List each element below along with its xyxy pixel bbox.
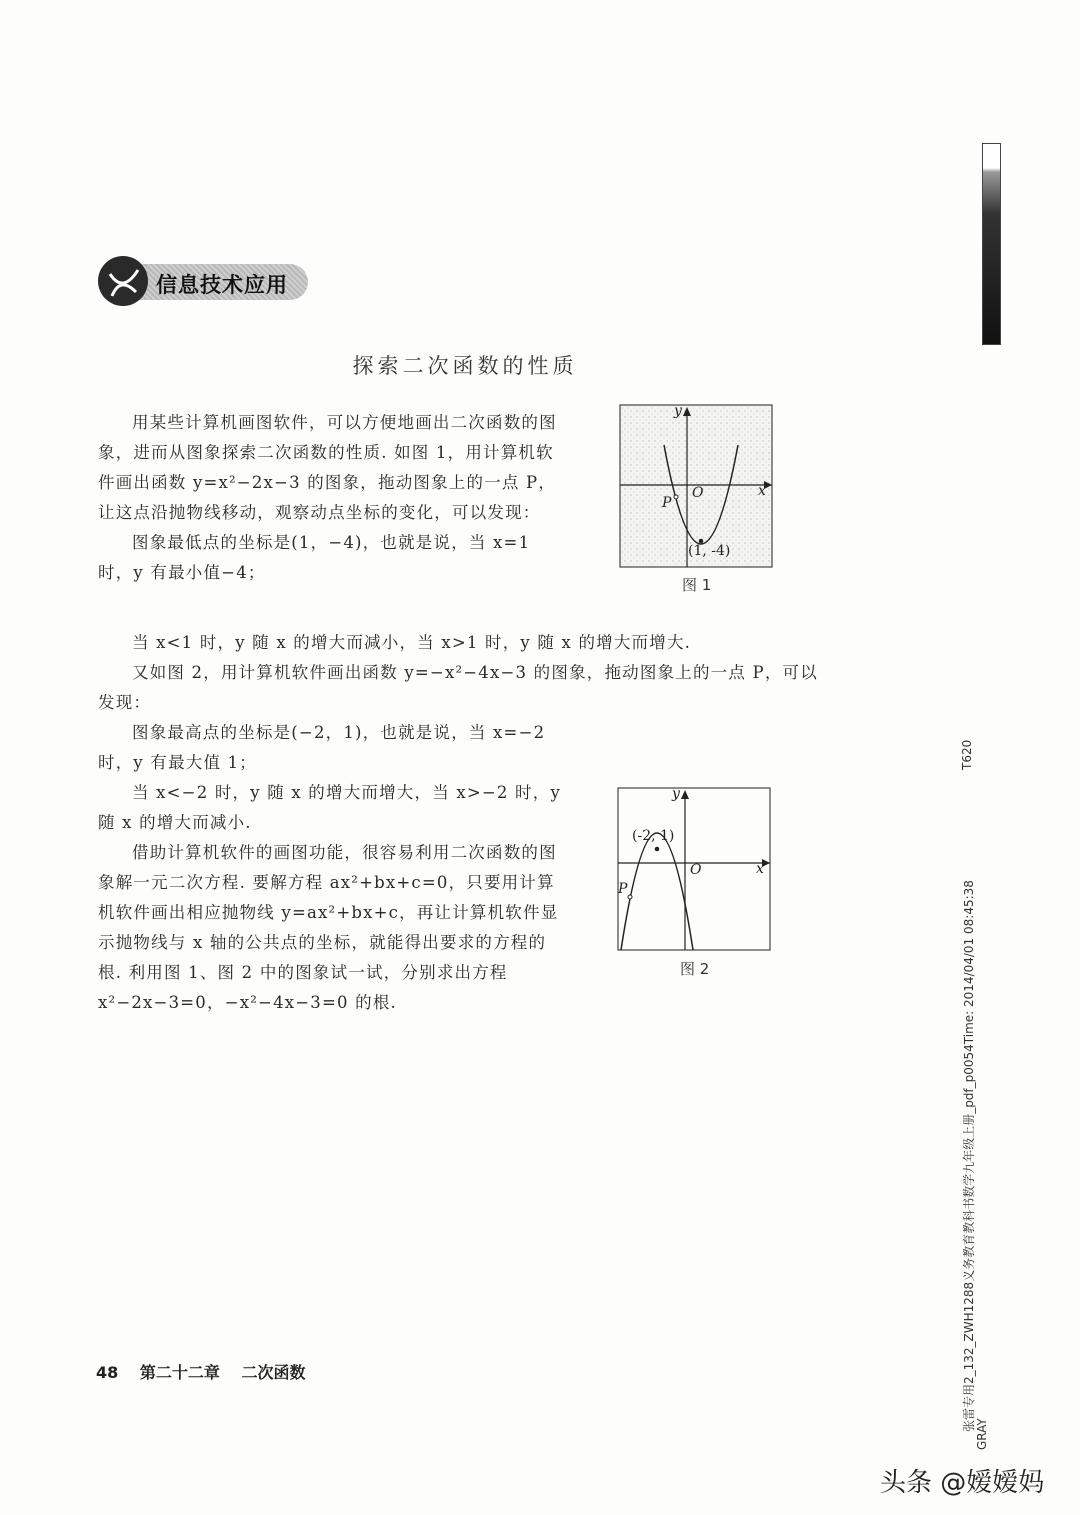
text-block-2 (98, 628, 833, 718)
grayscale-calibration-bar (982, 143, 1001, 345)
text-block-3 (98, 718, 568, 1018)
fig1-point-label: P (662, 495, 672, 511)
paragraph-monotonic-2: 当 x<−2 时，y 随 x 的增大而增大，当 x>−2 时，y 随 x 的增大而减小. (98, 783, 561, 832)
section-banner (98, 256, 310, 306)
scan-code: T620 (960, 739, 974, 770)
paragraph-minimum: 图象最低点的坐标是(1，−4)，也就是说，当 x=1 时，y 有最小值−4； (98, 533, 531, 582)
fig1-y-label: y (674, 403, 682, 419)
page-number: 48 (96, 1363, 119, 1382)
scan-info-line: 张雷专用2_132_ZWH1288义务教育教科书数学九年级上册_pdf_p0054Time: 2014/04/01 08:45:38 (962, 880, 976, 1432)
chapter-number: 第二十二章 (139, 1363, 220, 1382)
paragraph-fig2-intro: 又如图 2，用计算机软件画出函数 y=−x²−4x−3 的图象，拖动图象上的一点 P，可以发现： (98, 663, 818, 712)
figure-2-graph (616, 786, 774, 954)
figure-1-caption: 图 1 (682, 576, 712, 594)
page-footer (96, 1360, 321, 1383)
chapter-title: 二次函数 (241, 1363, 306, 1382)
paragraph-maximum: 图象最高点的坐标是(−2，1)，也就是说，当 x=−2 时，y 有最大值 1； (98, 723, 546, 772)
banner-label: 信息技术应用 (156, 273, 288, 297)
paragraph-monotonic-1: 当 x<1 时，y 随 x 的增大而减小，当 x>1 时，y 随 x 的增大而增大. (132, 633, 692, 652)
figure-1-graph (618, 403, 776, 571)
page-title: 探索二次函数的性质 (352, 354, 578, 378)
scan-color-mode: GRAY (975, 1418, 989, 1450)
figure-2-caption: 图 2 (680, 960, 710, 978)
fig1-x-label: x (758, 483, 766, 499)
watermark: 头条 @嫒嫒妈 (880, 1468, 1045, 1498)
paragraph-intro: 用某些计算机画图软件，可以方便地画出二次函数的图象，进而从图象探索二次函数的性质. 如图 1，用计算机软件画出函数 y=x²−2x−3 的图象，拖动图象上的一点 P，让这点沿抛物线移动，观察动点坐标的变化，可以发现： (98, 413, 557, 522)
text-block-1 (98, 408, 568, 588)
fig2-y-label: y (672, 786, 680, 802)
fig1-origin-label: O (692, 485, 704, 501)
paragraph-solve-equations: 借助计算机软件的画图功能，很容易利用二次函数的图象解一元二次方程. 要解方程 ax²+bx+c=0，只要用计算机软件画出相应抛物线 y=ax²+bx+c，再让计算机软件显示抛物线与 x 轴的公共点的坐标，就能得出要求的方程的根. 利用图 1、图 2 中的图象试一试，分别求出方程 x²−2x−3=0，−x²−4x−3=0 的根. (98, 843, 559, 1012)
fig2-point-label: P (618, 881, 628, 897)
section-emblem-icon (98, 256, 148, 306)
fig2-x-label: x (756, 861, 764, 877)
fig2-origin-label: O (690, 862, 702, 878)
fig2-vertex-label: (-2, 1) (632, 828, 675, 844)
fig1-vertex-label: (1, -4) (688, 543, 731, 559)
